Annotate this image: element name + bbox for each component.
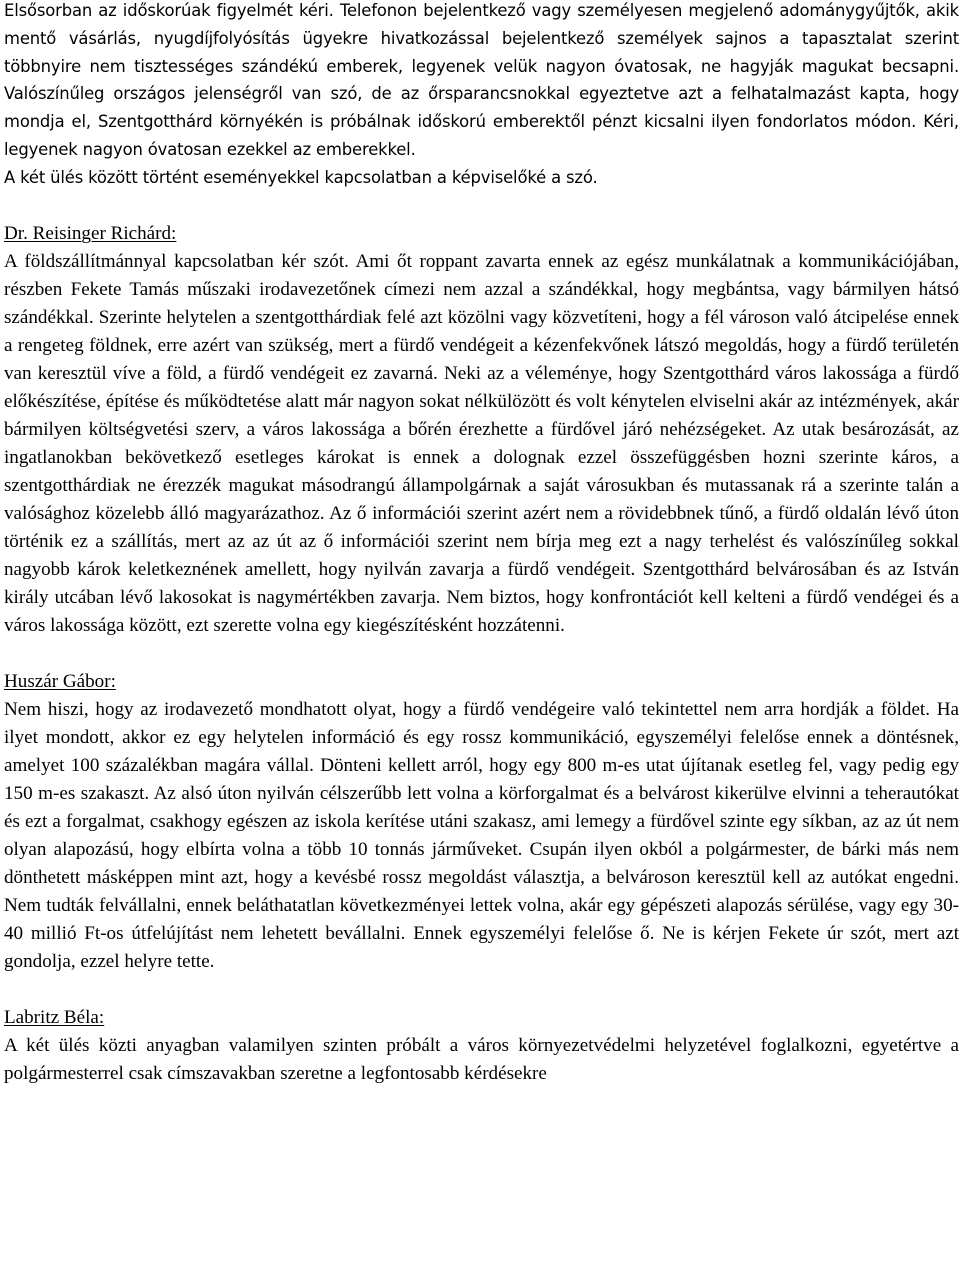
section-gap	[4, 976, 959, 1004]
speaker-name: Labritz Béla:	[4, 1006, 105, 1028]
speech-reisinger	[4, 220, 959, 640]
speech-text	[4, 248, 959, 640]
speech-lead: A földszállítmánnyal kapcsolatban kér szót.	[4, 250, 349, 272]
speech-huszar	[4, 668, 959, 976]
intro-closing: A két ülés között történt eseményekkel kapcsolatban a képviselőké a szó.	[4, 167, 598, 187]
speech-text: A két ülés közti anyagban valamilyen szinten próbált a város környezetvédelmi helyzetével foglalkozni, egyetértve a polgármesterrel csak címszavakban szeretne a legfontosabb kérdésekre	[4, 1034, 959, 1084]
speech-labritz	[4, 1004, 959, 1088]
document-page	[4, 0, 959, 1088]
section-gap	[4, 640, 959, 668]
speaker-name: Dr. Reisinger Richárd:	[4, 222, 177, 244]
speech-text: Nem hiszi, hogy az irodavezető mondhatott olyat, hogy a fürdő vendégeire való tekintettel nem arra hordják a földet. Ha ilyet mondott, akkor ez egy helytelen információ és egy rossz kommunikáció, egyszemélyi felelőse ennek a döntésnek, amelyet 100 százalékban magára vállal. Dönteni kellett arról, hogy egy 800 m-es utat újítanak esetleg fel, vagy pedig egy 150 m-es szakaszt. Az alsó úton nyilván célszerűbb lett volna a körforgalmat és a belvárost kikerülve elvinni a teherautókat és ezt a forgalmat, csakhogy egészen az iskola kerítése utáni szakasz, ami lemegy a fürdővel szinte egy síkban, az az út nem olyan alapozású, hogy elbírta volna a több 10 tonnás járműveket. Csupán ilyen okból a polgármester, de bárki más nem dönthetett másképpen mint azt, hogy a kevésbé rossz megoldást választja, a belvároson keresztül kell az autókat engedni. Nem tudták felvállalni, ennek beláthatatlan következményei lettek volna, akár egy gépészeti alapozás sérülése, vagy egy 30-40 millió Ft-os útfelújítást nem lehetett bevállalni. Ennek egyszemélyi felelőse ő. Ne is kérjen Fekete úr szót, mert azt gondolja, ezzel helyre tette.	[4, 698, 959, 972]
speech-body: Ami őt roppant zavarta ennek az egész munkálatnak a kommunikációjában, részben Fekete Tamás műszaki irodavezetőnek címezi nem azzal a szándékkal, hogy megbántsa, vagy bármilyen hátsó szándékkal. Szerinte helytelen a szentgotthárdiak felé azt közölni vagy közvetíteni, hogy a fél városon való átcipelése ennek a rengeteg földnek, erre azért van szükség, mert a fürdő vendégeit a kézenfekvőnek látszó megoldás, hogy a fürdő területén van keresztül víve a föld, a fürdő vendégeit ez zavarná. Neki az a véleménye, hogy Szentgotthárd város lakossága a fürdő előkészítése, építése és működtetése alatt már nagyon sokat nélkülözött és volt kénytelen elviselni akár az intézmények, akár bármilyen költségvetési szerv, a város lakossága a bőrén érezhette a fürdővel járó nehézségeket. Az utak besározását, az ingatlanokban bekövetkező esetleges károkat is ennek a dolognak ezzel összefüggésben hozni szerinte káros, a szentgotthárdiak ne érezzék magukat másodrangú állampolgárnak a saját városukban és mutassanak rá a szerinte talán a valósághoz közelebb álló magyarázathoz. Az ő információi szerint azért nem a rövidebbnek tűnő, a fürdő oldalán lévő úton történik ez a szállítás, mert az az út az ő információi szerint nem bírja meg ezt a nagy terhelést és valószínűleg sokkal nagyobb károk keletkeznének amellett, hogy nyilván zavarja a fürdő vendégeit. Szentgotthárd belvárosában és az István király utcában lévő lakosokat is nagymértékben zavarja. Nem biztos, hogy konfrontációt kell kelteni a fürdő vendégei és a város lakossága között, ezt szerette volna egy kiegészítésként hozzátenni.	[4, 250, 959, 636]
section-gap	[4, 192, 959, 220]
intro-paragraph: Elsősorban az időskorúak figyelmét kéri. Telefonon bejelentkező vagy személyesen megjelenő adománygyűjtők, akik mentő vásárlás, nyugdíjfolyósítás ügyekre hivatkozással bejelentkező személyek sajnos a tapasztalat szerint többnyire nem tisztességes szándékú emberek, legyenek velük nagyon óvatosak, ne hagyják magukat becsapni. Valószínűleg országos jelenségről van szó, de az őrsparancsnokkal egyeztetve azt a felhatalmazást kapta, hogy mondja el, Szentgotthárd környékén is próbálnak időskorú emberektől pénzt kicsalni ilyen fondorlatos módon. Kéri, legyenek nagyon óvatosan ezekkel az emberekkel.	[4, 1, 959, 159]
speaker-name: Huszár Gábor:	[4, 670, 116, 692]
